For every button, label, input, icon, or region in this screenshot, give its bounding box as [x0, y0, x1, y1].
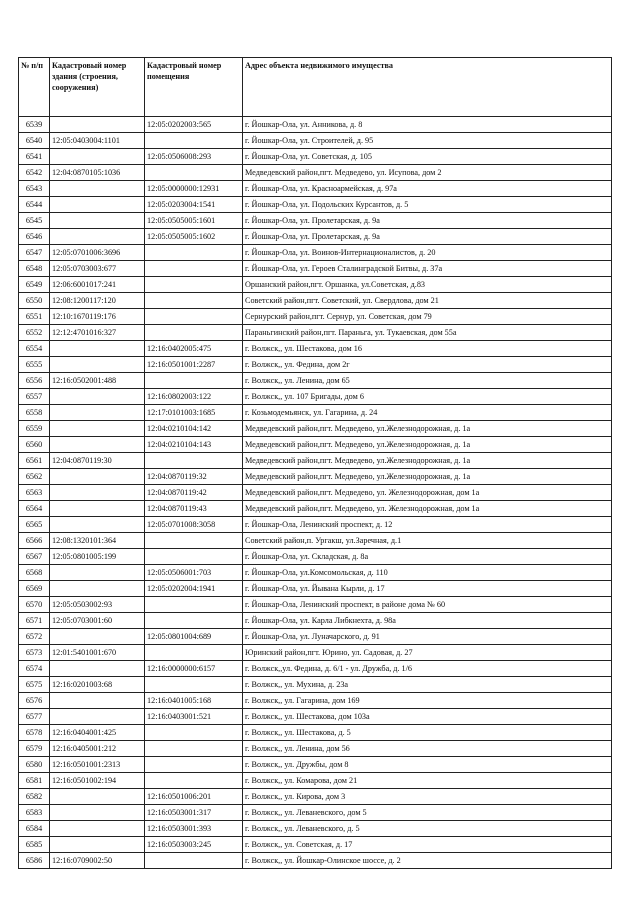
room-cadastral-cell	[145, 245, 243, 261]
room-cadastral-cell	[145, 533, 243, 549]
building-cadastral-cell: 12:16:0709002:50	[50, 853, 145, 869]
table-row	[19, 469, 612, 485]
row-number-cell: 6576	[19, 693, 50, 709]
row-number-cell: 6575	[19, 677, 50, 693]
building-cadastral-cell: 12:05:0801005:199	[50, 549, 145, 565]
building-cadastral-cell: 12:01:5401001:670	[50, 645, 145, 661]
room-cadastral-cell	[145, 277, 243, 293]
address-cell: Медведевский район,пгт. Медведево, ул.Железнодорожная, д. 1а	[243, 437, 612, 453]
table-row	[19, 709, 612, 725]
building-cadastral-cell: 12:16:0502001:488	[50, 373, 145, 389]
room-cadastral-cell: 12:16:0503001:393	[145, 821, 243, 837]
address-cell: г. Волжск,, ул. Дружбы, дом 8	[243, 757, 612, 773]
row-number-cell: 6564	[19, 501, 50, 517]
address-cell: Медведевский район,пгт. Медведево, ул. Железнодорожная, дом 1а	[243, 501, 612, 517]
address-cell: г. Йошкар-Ола, ул. Воинов-Интернационалистов, д. 20	[243, 245, 612, 261]
room-cadastral-cell: 12:05:0000000:12931	[145, 181, 243, 197]
header-row	[19, 58, 612, 117]
building-cadastral-cell	[50, 405, 145, 421]
table-row	[19, 821, 612, 837]
address-cell: г. Йошкар-Ола, Ленинский проспект, в районе дома № 60	[243, 597, 612, 613]
building-cadastral-cell: 12:16:0405001:212	[50, 741, 145, 757]
row-number-cell: 6579	[19, 741, 50, 757]
building-cadastral-cell	[50, 517, 145, 533]
address-cell: г. Йошкар-Ола, ул. Строителей, д. 95	[243, 133, 612, 149]
table-row	[19, 181, 612, 197]
row-number-cell: 6550	[19, 293, 50, 309]
row-number-cell: 6585	[19, 837, 50, 853]
row-number-cell: 6583	[19, 805, 50, 821]
table-row	[19, 837, 612, 853]
address-cell: Параньгинский район,пгт. Параньга, ул. Тукаевская, дом 55а	[243, 325, 612, 341]
room-cadastral-cell: 12:04:0210104:143	[145, 437, 243, 453]
table-row	[19, 453, 612, 469]
table-row	[19, 165, 612, 181]
building-cadastral-cell	[50, 501, 145, 517]
address-cell: г. Волжск,, ул. Кирова, дом 3	[243, 789, 612, 805]
table-row	[19, 549, 612, 565]
table-row	[19, 325, 612, 341]
header-room-cadastral: Кадастровый номер помещения	[145, 58, 243, 117]
table-row	[19, 485, 612, 501]
row-number-cell: 6582	[19, 789, 50, 805]
room-cadastral-cell: 12:05:0506001:703	[145, 565, 243, 581]
table-row	[19, 773, 612, 789]
table-row	[19, 741, 612, 757]
table-row	[19, 597, 612, 613]
building-cadastral-cell: 12:08:1320101:364	[50, 533, 145, 549]
building-cadastral-cell	[50, 437, 145, 453]
table-row	[19, 293, 612, 309]
table-row	[19, 277, 612, 293]
row-number-cell: 6559	[19, 421, 50, 437]
building-cadastral-cell: 12:06:6001017:241	[50, 277, 145, 293]
room-cadastral-cell	[145, 645, 243, 661]
room-cadastral-cell	[145, 773, 243, 789]
row-number-cell: 6578	[19, 725, 50, 741]
room-cadastral-cell: 12:16:0501006:201	[145, 789, 243, 805]
building-cadastral-cell	[50, 661, 145, 677]
row-number-cell: 6547	[19, 245, 50, 261]
table-row	[19, 805, 612, 821]
row-number-cell: 6584	[19, 821, 50, 837]
room-cadastral-cell	[145, 853, 243, 869]
real-estate-table	[18, 57, 612, 869]
row-number-cell: 6554	[19, 341, 50, 357]
row-number-cell: 6560	[19, 437, 50, 453]
table-row	[19, 693, 612, 709]
address-cell: г. Волжск,, ул. Мухина, д. 23а	[243, 677, 612, 693]
address-cell: г. Йошкар-Ола, ул. Йывана Кырли, д. 17	[243, 581, 612, 597]
address-cell: г. Йошкар-Ола, ул. Советская, д. 105	[243, 149, 612, 165]
table-row	[19, 117, 612, 133]
room-cadastral-cell: 12:05:0202003:565	[145, 117, 243, 133]
room-cadastral-cell	[145, 309, 243, 325]
room-cadastral-cell: 12:04:0210104:142	[145, 421, 243, 437]
table-row	[19, 725, 612, 741]
row-number-cell: 6539	[19, 117, 50, 133]
table-row	[19, 133, 612, 149]
address-cell: Медведевский район,пгт. Медведево, ул. Железнодорожная, дом 1а	[243, 485, 612, 501]
address-cell: Советский район,пгт. Советский, ул. Свердлова, дом 21	[243, 293, 612, 309]
room-cadastral-cell: 12:05:0202004:1941	[145, 581, 243, 597]
row-number-cell: 6581	[19, 773, 50, 789]
address-cell: Медведевский район,пгт. Медведево, ул.Железнодорожная, д. 1а	[243, 469, 612, 485]
building-cadastral-cell: 12:05:0703003:677	[50, 261, 145, 277]
table-row	[19, 661, 612, 677]
address-cell: Сернурский район,пгт. Сернур, ул. Советская, дом 79	[243, 309, 612, 325]
table-row	[19, 565, 612, 581]
room-cadastral-cell	[145, 293, 243, 309]
address-cell: г. Йошкар-Ола, ул. Карла Либкнехта, д. 98а	[243, 613, 612, 629]
row-number-cell: 6562	[19, 469, 50, 485]
building-cadastral-cell: 12:10:1670119:176	[50, 309, 145, 325]
address-cell: г. Волжск,, ул. Шестакова, дом 103а	[243, 709, 612, 725]
address-cell: г. Волжск,, ул. 107 Бригады, дом 6	[243, 389, 612, 405]
building-cadastral-cell: 12:05:0701006:3696	[50, 245, 145, 261]
building-cadastral-cell	[50, 469, 145, 485]
address-cell: г. Йошкар-Ола, ул. Пролетарская, д. 9а	[243, 229, 612, 245]
building-cadastral-cell	[50, 485, 145, 501]
table-row	[19, 261, 612, 277]
row-number-cell: 6544	[19, 197, 50, 213]
address-cell: г. Йошкар-Ола, ул. Луначарского, д. 91	[243, 629, 612, 645]
row-number-cell: 6566	[19, 533, 50, 549]
table-row	[19, 309, 612, 325]
building-cadastral-cell	[50, 197, 145, 213]
building-cadastral-cell: 12:04:0870119:30	[50, 453, 145, 469]
room-cadastral-cell: 12:16:0503003:245	[145, 837, 243, 853]
room-cadastral-cell: 12:16:0000000:6157	[145, 661, 243, 677]
row-number-cell: 6543	[19, 181, 50, 197]
table-row	[19, 533, 612, 549]
room-cadastral-cell	[145, 741, 243, 757]
building-cadastral-cell: 12:16:0404001:425	[50, 725, 145, 741]
building-cadastral-cell: 12:16:0501002:194	[50, 773, 145, 789]
address-cell: Медведевский район,пгт. Медведево, ул. Исупова, дом 2	[243, 165, 612, 181]
building-cadastral-cell: 12:05:0403004:1101	[50, 133, 145, 149]
address-cell: Медведевский район,пгт. Медведево, ул.Железнодорожная, д. 1а	[243, 421, 612, 437]
row-number-cell: 6567	[19, 549, 50, 565]
room-cadastral-cell: 12:05:0203004:1541	[145, 197, 243, 213]
building-cadastral-cell: 12:05:0703001:60	[50, 613, 145, 629]
row-number-cell: 6573	[19, 645, 50, 661]
room-cadastral-cell	[145, 453, 243, 469]
room-cadastral-cell	[145, 677, 243, 693]
row-number-cell: 6542	[19, 165, 50, 181]
building-cadastral-cell	[50, 357, 145, 373]
room-cadastral-cell	[145, 373, 243, 389]
row-number-cell: 6548	[19, 261, 50, 277]
room-cadastral-cell: 12:16:0503001:317	[145, 805, 243, 821]
building-cadastral-cell: 12:12:4701016:327	[50, 325, 145, 341]
table-row	[19, 853, 612, 869]
building-cadastral-cell	[50, 821, 145, 837]
room-cadastral-cell	[145, 757, 243, 773]
row-number-cell: 6586	[19, 853, 50, 869]
building-cadastral-cell: 12:16:0201003:68	[50, 677, 145, 693]
table-row	[19, 341, 612, 357]
table-row	[19, 357, 612, 373]
table-row	[19, 149, 612, 165]
row-number-cell: 6565	[19, 517, 50, 533]
row-number-cell: 6552	[19, 325, 50, 341]
address-cell: г. Волжск,, ул. Леваневского, дом 5	[243, 805, 612, 821]
address-cell: г. Волжск,, ул. Комарова, дом 21	[243, 773, 612, 789]
building-cadastral-cell	[50, 837, 145, 853]
room-cadastral-cell: 12:16:0501001:2287	[145, 357, 243, 373]
building-cadastral-cell	[50, 149, 145, 165]
building-cadastral-cell	[50, 341, 145, 357]
row-number-cell: 6540	[19, 133, 50, 149]
table-row	[19, 373, 612, 389]
row-number-cell: 6568	[19, 565, 50, 581]
room-cadastral-cell	[145, 261, 243, 277]
row-number-cell: 6561	[19, 453, 50, 469]
room-cadastral-cell: 12:05:0506008:293	[145, 149, 243, 165]
address-cell: г. Волжск,,ул. Федина, д. 6/1 - ул. Дружба, д. 1/6	[243, 661, 612, 677]
room-cadastral-cell: 12:16:0402005:475	[145, 341, 243, 357]
table-row	[19, 517, 612, 533]
address-cell: г. Волжск,, ул. Шестакова, д. 5	[243, 725, 612, 741]
address-cell: г. Йошкар-Ола, ул. Анникова, д. 8	[243, 117, 612, 133]
row-number-cell: 6569	[19, 581, 50, 597]
room-cadastral-cell: 12:04:0870119:43	[145, 501, 243, 517]
building-cadastral-cell: 12:04:0870105:1036	[50, 165, 145, 181]
address-cell: г. Козьмодемьянск, ул. Гагарина, д. 24	[243, 405, 612, 421]
row-number-cell: 6572	[19, 629, 50, 645]
address-cell: г. Йошкар-Ола, ул. Героев Сталинградской Битвы, д. 37а	[243, 261, 612, 277]
table-row	[19, 629, 612, 645]
room-cadastral-cell	[145, 165, 243, 181]
row-number-cell: 6580	[19, 757, 50, 773]
address-cell: г. Йошкар-Ола, ул. Красноармейская, д. 97а	[243, 181, 612, 197]
table-header	[19, 58, 612, 117]
table-row	[19, 405, 612, 421]
table-row	[19, 245, 612, 261]
table-row	[19, 197, 612, 213]
building-cadastral-cell	[50, 181, 145, 197]
building-cadastral-cell	[50, 709, 145, 725]
room-cadastral-cell: 12:05:0505005:1601	[145, 213, 243, 229]
room-cadastral-cell: 12:04:0870119:32	[145, 469, 243, 485]
building-cadastral-cell	[50, 581, 145, 597]
address-cell: г. Волжск,, ул. Леваневского, д. 5	[243, 821, 612, 837]
building-cadastral-cell	[50, 789, 145, 805]
header-building-cadastral: Кадастровый номер здания (строения, сооружения)	[50, 58, 145, 117]
room-cadastral-cell: 12:04:0870119:42	[145, 485, 243, 501]
row-number-cell: 6545	[19, 213, 50, 229]
address-cell: г. Волжск,, ул. Ленина, дом 56	[243, 741, 612, 757]
room-cadastral-cell: 12:16:0802003:122	[145, 389, 243, 405]
row-number-cell: 6557	[19, 389, 50, 405]
header-number: № п/п	[19, 58, 50, 117]
row-number-cell: 6558	[19, 405, 50, 421]
row-number-cell: 6546	[19, 229, 50, 245]
address-cell: г. Волжск,, ул. Ленина, дом 65	[243, 373, 612, 389]
building-cadastral-cell: 12:08:1200117:120	[50, 293, 145, 309]
room-cadastral-cell	[145, 597, 243, 613]
address-cell: г. Йошкар-Ола, Ленинский проспект, д. 12	[243, 517, 612, 533]
table-row	[19, 581, 612, 597]
address-cell: Юринский район,пгт. Юрино, ул. Садовая, д. 27	[243, 645, 612, 661]
row-number-cell: 6570	[19, 597, 50, 613]
row-number-cell: 6556	[19, 373, 50, 389]
row-number-cell: 6549	[19, 277, 50, 293]
address-cell: г. Йошкар-Ола, ул. Складская, д. 8а	[243, 549, 612, 565]
header-address: Адрес объекта недвижимого имущества	[243, 58, 612, 117]
room-cadastral-cell: 12:17:0101003:1685	[145, 405, 243, 421]
room-cadastral-cell	[145, 549, 243, 565]
table-row	[19, 613, 612, 629]
room-cadastral-cell	[145, 613, 243, 629]
table-row	[19, 421, 612, 437]
address-cell: г. Волжск,, ул. Шестакова, дом 16	[243, 341, 612, 357]
row-number-cell: 6555	[19, 357, 50, 373]
building-cadastral-cell: 12:05:0503002:93	[50, 597, 145, 613]
address-cell: г. Волжск,, ул. Советская, д. 17	[243, 837, 612, 853]
building-cadastral-cell	[50, 565, 145, 581]
address-cell: г. Йошкар-Ола, ул. Пролетарская, д. 9а	[243, 213, 612, 229]
table-row	[19, 645, 612, 661]
row-number-cell: 6541	[19, 149, 50, 165]
room-cadastral-cell: 12:05:0701008:3058	[145, 517, 243, 533]
building-cadastral-cell: 12:16:0501001:2313	[50, 757, 145, 773]
building-cadastral-cell	[50, 421, 145, 437]
room-cadastral-cell	[145, 133, 243, 149]
room-cadastral-cell: 12:16:0401005:168	[145, 693, 243, 709]
table-row	[19, 229, 612, 245]
table-row	[19, 501, 612, 517]
building-cadastral-cell	[50, 389, 145, 405]
address-cell: г. Волжск,, ул. Гагарина, дом 169	[243, 693, 612, 709]
address-cell: г. Йошкар-Ола, ул.Комсомольская, д. 110	[243, 565, 612, 581]
address-cell: г. Волжск,, ул. Йошкар-Олинское шоссе, д. 2	[243, 853, 612, 869]
building-cadastral-cell	[50, 805, 145, 821]
room-cadastral-cell: 12:16:0403001:521	[145, 709, 243, 725]
building-cadastral-cell	[50, 229, 145, 245]
room-cadastral-cell	[145, 725, 243, 741]
building-cadastral-cell	[50, 117, 145, 133]
row-number-cell: 6577	[19, 709, 50, 725]
building-cadastral-cell	[50, 213, 145, 229]
table-row	[19, 437, 612, 453]
address-cell: Оршанский район,пгт. Оршанка, ул.Советская, д.83	[243, 277, 612, 293]
address-cell: г. Волжск,, ул. Федина, дом 2г	[243, 357, 612, 373]
address-cell: г. Йошкар-Ола, ул. Подольских Курсантов, д. 5	[243, 197, 612, 213]
address-cell: Советский район,п. Ургакш, ул.Заречная, д.1	[243, 533, 612, 549]
table-row	[19, 757, 612, 773]
building-cadastral-cell	[50, 693, 145, 709]
table-row	[19, 677, 612, 693]
table-row	[19, 213, 612, 229]
row-number-cell: 6563	[19, 485, 50, 501]
building-cadastral-cell	[50, 629, 145, 645]
row-number-cell: 6574	[19, 661, 50, 677]
table-row	[19, 789, 612, 805]
row-number-cell: 6551	[19, 309, 50, 325]
address-cell: Медведевский район,пгт. Медведево, ул.Железнодорожная, д. 1а	[243, 453, 612, 469]
room-cadastral-cell	[145, 325, 243, 341]
table-row	[19, 389, 612, 405]
row-number-cell: 6571	[19, 613, 50, 629]
room-cadastral-cell: 12:05:0505005:1602	[145, 229, 243, 245]
table-body	[19, 117, 612, 869]
room-cadastral-cell: 12:05:0801004:689	[145, 629, 243, 645]
